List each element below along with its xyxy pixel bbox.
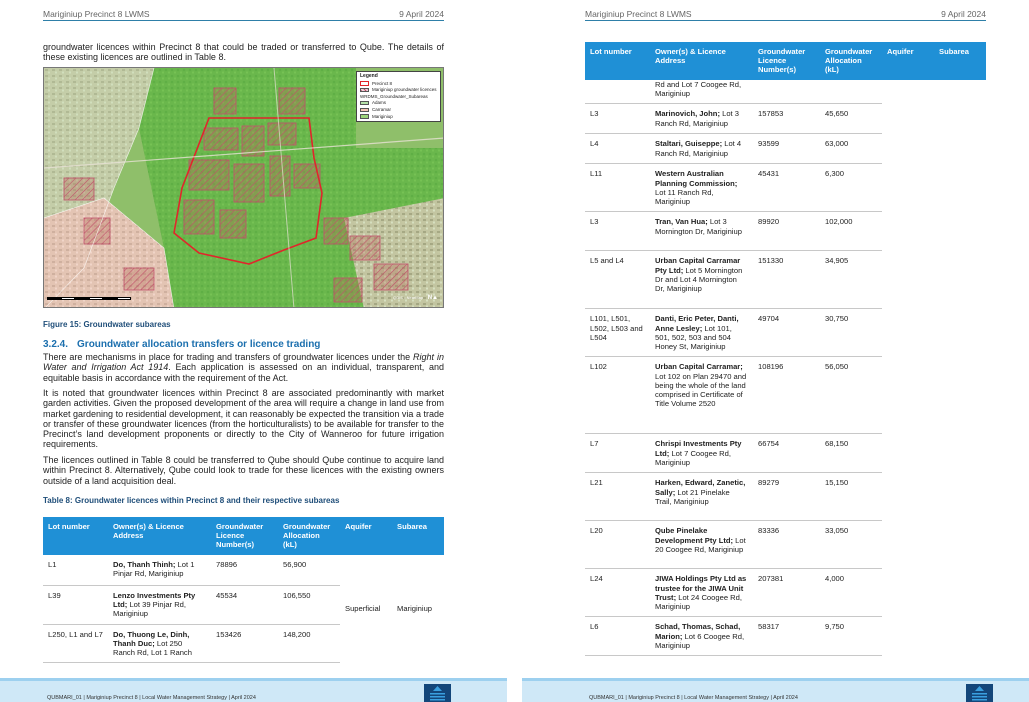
cell-owner <box>650 569 753 617</box>
col-header-licence: Groundwater Licence Number(s) <box>753 42 820 80</box>
owner-address: Lot 102 on Plan 29470 and being the whole of the land comprised in Certificate of Title Volume 2520 <box>655 371 747 409</box>
owner-address: Lot 20 Coogee Rd, Mariginiup <box>655 535 746 554</box>
licences-table-continued <box>585 42 986 656</box>
owner-address: Lot 7 Coogee Rd, Mariginiup <box>655 448 731 467</box>
legend-label: Precinct 8 <box>372 80 393 86</box>
legend-swatch <box>360 81 369 86</box>
north-label: N <box>427 295 433 301</box>
cell-lot: L250, L1 and L7 <box>43 624 108 663</box>
header-divider <box>585 20 986 21</box>
cell-owner <box>108 585 211 624</box>
cell-licence: 45431 <box>753 164 820 212</box>
owner-address: Lot 21 Pinelake Trail, Mariginiup <box>655 487 730 506</box>
intro-paragraph: groundwater licences within Precinct 8 that could be traded or transferred to Qube. The details of these existing licences are outlined in Table 8. <box>43 42 444 63</box>
header-date: 9 April 2024 <box>941 9 986 19</box>
act-title: Right in Water and Irrigation Act 1914 <box>43 352 444 373</box>
cell-lot: L5 and L4 <box>585 251 650 309</box>
cell-allocation: 63,000 <box>820 134 882 164</box>
cell-licence: 89279 <box>753 473 820 521</box>
col-header-subarea: Subarea <box>934 42 986 80</box>
col-header-subarea: Subarea <box>392 517 444 555</box>
map-attribution: QGIS • NearMap <box>392 295 424 300</box>
legend-item <box>360 107 437 113</box>
owner-name: JIWA Holdings Pty Ltd as trustee for the JIWA Unit Trust; <box>655 574 747 602</box>
cell-lot: L39 <box>43 585 108 624</box>
cell-lot: L6 <box>585 617 650 656</box>
cell-lot <box>585 80 650 104</box>
col-header-aquifer: Aquifer <box>340 517 392 555</box>
map-scale-bar <box>47 297 131 300</box>
col-header-aquifer: Aquifer <box>882 42 934 80</box>
figure-caption: Figure 15: Groundwater subareas <box>43 320 171 329</box>
cell-subarea: Mariginiup <box>397 604 433 614</box>
page-footer <box>522 678 1029 702</box>
paragraph-text: There are mechanisms in place for trading and transfers of groundwater licences under the <box>43 352 411 362</box>
cell-licence: 66754 <box>753 434 820 473</box>
cell-owner <box>650 212 753 251</box>
header-date: 9 April 2024 <box>399 9 444 19</box>
owner-name: Schad, Thomas, Schad, Marion; <box>655 622 741 641</box>
cell-allocation: 56,900 <box>278 555 340 585</box>
owner-address: Lot 101, 501, 502, 503 and 504 Honey St, Mariginiup <box>655 323 732 352</box>
owner-name: Urban Capital Carramar Pty Ltd; <box>655 256 741 275</box>
legend-label: Mariginiup groundwater licences <box>372 87 437 93</box>
owner-address: Lot 3 Mornington Dr, Mariginiup <box>655 217 742 236</box>
legend-label: Mariginiup <box>372 113 393 119</box>
north-arrow-icon: QGIS • NearMap N▲ <box>392 295 438 301</box>
cell-owner <box>650 164 753 212</box>
owner-address: Lot 24 Coogee Rd, Mariginiup <box>655 592 742 612</box>
owner-name: Tran, Van Hua; <box>655 217 708 227</box>
cell-allocation: 56,050 <box>820 357 882 434</box>
section-title: Groundwater allocation transfers or licence trading <box>77 339 321 350</box>
col-header-allocation: Groundwater Allocation (kL) <box>820 42 882 80</box>
cell-allocation: 4,000 <box>820 569 882 617</box>
groundwater-subareas-map <box>43 67 444 308</box>
cell-licence: 207381 <box>753 569 820 617</box>
legend-swatch <box>360 114 369 119</box>
owner-name: Western Australian Planning Commission; <box>655 169 738 188</box>
cell-lot: L101, L501, L502, L503 and L504 <box>585 309 650 357</box>
cell-owner <box>650 104 753 134</box>
footer-text: QUBMARI_01 | Mariginiup Precinct 8 | Local Water Management Strategy | April 2024 <box>589 695 798 701</box>
owner-address: Lot 1 Pinjar Rd, Mariginiup <box>113 560 195 579</box>
company-logo-icon <box>966 684 993 702</box>
legend-item <box>360 94 437 100</box>
cell-licence: 157853 <box>753 104 820 134</box>
cell-lot: L7 <box>585 434 650 473</box>
owner-name: Marinovich, John; <box>655 109 720 119</box>
cell-allocation: 9,750 <box>820 617 882 656</box>
legend-item <box>360 100 437 106</box>
header-title: Mariginiup Precinct 8 LWMS <box>585 9 692 19</box>
col-header-allocation: Groundwater Allocation (kL) <box>278 517 340 555</box>
map-legend <box>356 71 441 122</box>
legend-item <box>360 87 437 93</box>
cell-owner <box>650 473 753 521</box>
col-header-lot: Lot number <box>43 517 108 555</box>
footer-band <box>522 678 1029 681</box>
owner-address: Lot 4 Ranch Rd, Mariginiup <box>655 139 742 158</box>
page-footer <box>0 678 507 702</box>
cell-aquifer: Superficial <box>345 604 381 614</box>
cell-lot: L3 <box>585 212 650 251</box>
cell-owner <box>650 617 753 656</box>
owner-name: Harken, Edward, Zanetic, Sally; <box>655 478 746 497</box>
document-page-right <box>522 0 1029 702</box>
owner-address: Lot 5 Mornington Dr and Lot 4 Mornington Dr, Mariginiup <box>655 265 743 294</box>
table-row-continued <box>585 80 986 104</box>
cell-owner: Rd and Lot 7 Coogee Rd, Mariginiup <box>650 80 753 104</box>
cell-allocation: 30,750 <box>820 309 882 357</box>
legend-item <box>360 114 437 120</box>
cell-owner <box>650 309 753 357</box>
paragraph-legislation <box>43 352 444 383</box>
legend-label: WRDMS_Groundwater_Subareas <box>360 93 428 99</box>
paragraph-text: . Each application is assessed on an individual, transparent, and equitable basis in accordance with the requirement of the Act. <box>43 362 444 383</box>
cell-subarea <box>934 80 986 656</box>
owner-address: Lot 3 Ranch Rd, Mariginiup <box>655 109 739 128</box>
section-heading <box>43 339 320 350</box>
cell-licence: 108196 <box>753 357 820 434</box>
legend-swatch <box>360 88 369 93</box>
owner-name: Chrispi Investments Pty Ltd; <box>655 439 742 458</box>
cell-owner <box>650 251 753 309</box>
cell-allocation: 45,650 <box>820 104 882 134</box>
cell-aquifer <box>882 80 934 656</box>
owner-address: Lot 11 Ranch Rd, Mariginiup <box>655 187 714 207</box>
cell-lot: L11 <box>585 164 650 212</box>
document-page-left <box>0 0 507 702</box>
legend-swatch <box>360 101 369 106</box>
cell-owner <box>650 521 753 569</box>
cell-lot: L21 <box>585 473 650 521</box>
cell-licence: 58317 <box>753 617 820 656</box>
paragraph-transfer: The licences outlined in Table 8 could be transferred to Qube should Qube continue to acquire land within Precinct 8. Alternatively, Qube could look to trade for these licences with the existing owners outside of a land acquisition deal. <box>43 455 444 486</box>
cell-allocation: 68,150 <box>820 434 882 473</box>
cell-allocation: 106,550 <box>278 585 340 624</box>
legend-swatch <box>360 108 369 113</box>
cell-licence: 83336 <box>753 521 820 569</box>
owner-name: Danti, Eric Peter, Danti, Anne Lesley; <box>655 314 739 333</box>
legend-title: Legend <box>360 73 378 79</box>
cell-allocation: 15,150 <box>820 473 882 521</box>
owner-name: Qube Pinelake Development Pty Ltd; <box>655 526 734 545</box>
cell-lot: L4 <box>585 134 650 164</box>
cell-lot: L102 <box>585 357 650 434</box>
cell-licence: 45534 <box>211 585 278 624</box>
cell-owner <box>650 134 753 164</box>
owner-name: Do, Thanh Thinh; <box>113 560 176 569</box>
footer-band <box>0 678 507 681</box>
cell-lot: L3 <box>585 104 650 134</box>
table-caption: Table 8: Groundwater licences within Precinct 8 and their respective subareas <box>43 496 340 505</box>
owner-name: Do, Thuong Le, Dinh, Thanh Duc; <box>113 629 190 648</box>
table-header-row <box>43 517 444 555</box>
owner-name: Staltari, Guiseppe; <box>655 139 723 149</box>
company-logo-icon <box>424 684 451 702</box>
cell-licence: 89920 <box>753 212 820 251</box>
cell-allocation: 102,000 <box>820 212 882 251</box>
cell-lot: L24 <box>585 569 650 617</box>
legend-label: Adams <box>372 100 387 106</box>
cell-licence: 78896 <box>211 555 278 585</box>
owner-name: Urban Capital Carramar; <box>655 362 743 372</box>
cell-licence <box>753 80 820 104</box>
header-divider <box>43 20 444 21</box>
cell-allocation: 148,200 <box>278 624 340 663</box>
cell-licence: 151330 <box>753 251 820 309</box>
cell-allocation: 33,050 <box>820 521 882 569</box>
cell-licence: 93599 <box>753 134 820 164</box>
cell-lot: L20 <box>585 521 650 569</box>
licences-table <box>43 517 444 663</box>
legend-item <box>360 81 437 87</box>
table-header-row <box>585 42 986 80</box>
cell-licence: 49704 <box>753 309 820 357</box>
cell-licence: 153426 <box>211 624 278 663</box>
owner-address: Lot 39 Pinjar Rd, Mariginiup <box>113 599 187 618</box>
col-header-owner: Owner(s) & Licence Address <box>650 42 753 80</box>
cell-owner <box>650 434 753 473</box>
section-number: 3.2.4. <box>43 339 69 350</box>
header-title: Mariginiup Precinct 8 LWMS <box>43 9 150 19</box>
cell-allocation: 6,300 <box>820 164 882 212</box>
paragraph-market-garden: It is noted that groundwater licences within Precinct 8 are associated predominantly with market garden activities. Given the proposed development of the area will require a change in land use from market gardening to residential development, it can reasonably be expected the transition via a trade or transfer of these groundwater licences (from the horticulturalists) to be available for transfer to the Precinct’s land development proponents or directly to the City of Wanneroo for future irrigation requirements. <box>43 388 444 450</box>
cell-owner <box>650 357 753 434</box>
footer-text: QUBMARI_01 | Mariginiup Precinct 8 | Local Water Management Strategy | April 2024 <box>47 695 256 701</box>
owner-name: Lenzo Investments Pty Ltd; <box>113 590 196 609</box>
owner-address: Lot 250 Ranch Rd, Lot 1 Ranch <box>113 638 192 657</box>
col-header-licence: Groundwater Licence Number(s) <box>211 517 278 555</box>
col-header-lot: Lot number <box>585 42 650 80</box>
cell-owner <box>108 624 211 663</box>
table-row <box>43 555 444 585</box>
legend-label: Carramar <box>372 106 392 112</box>
owner-address: Lot 6 Coogee Rd, Mariginiup <box>655 631 745 650</box>
cell-allocation <box>820 80 882 104</box>
cell-lot: L1 <box>43 555 108 585</box>
cell-owner <box>108 555 211 585</box>
col-header-owner: Owner(s) & Licence Address <box>108 517 211 555</box>
cell-allocation: 34,905 <box>820 251 882 309</box>
